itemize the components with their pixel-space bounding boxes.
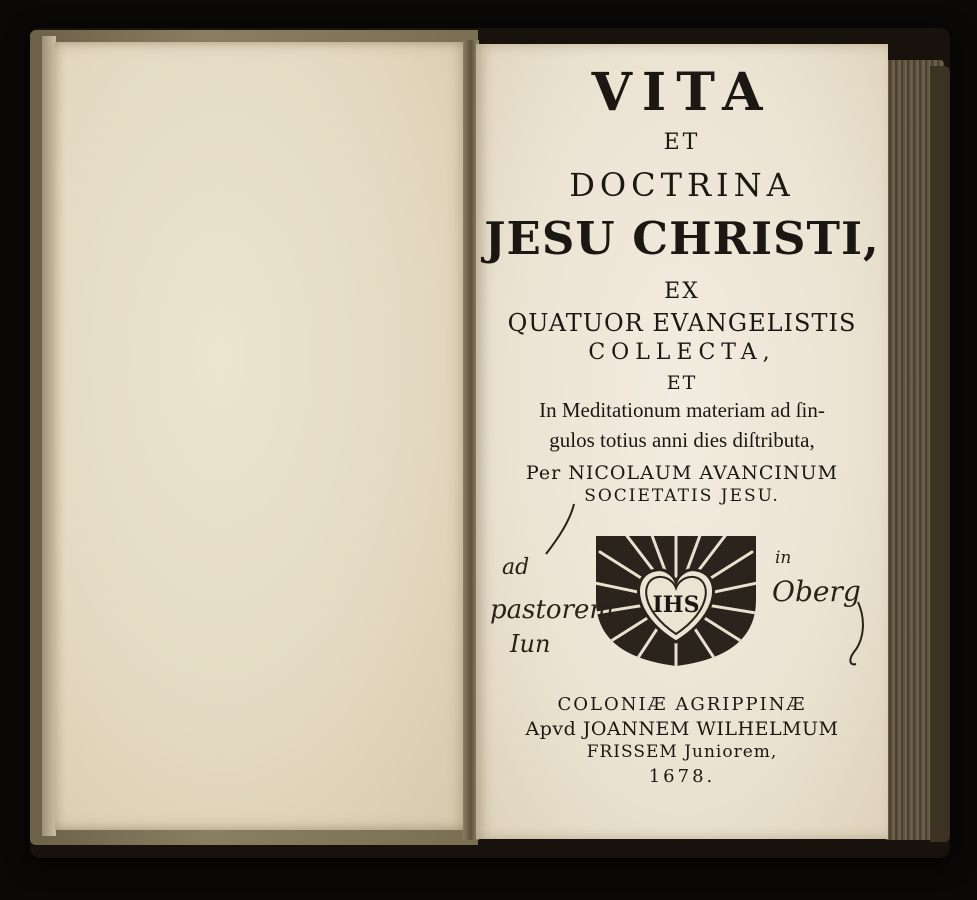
- handwriting-ad: ad: [502, 555, 530, 580]
- ihs-monogram: IHS: [652, 592, 700, 618]
- title-jesu-christi: JESU CHRISTI,: [484, 212, 880, 265]
- title-meditationum-line-2: gulos totius anni dies diſtributa,: [549, 428, 815, 452]
- left-page-edge: [42, 36, 56, 836]
- imprint-printer: Apvd JOANNEM WILHELMUM: [525, 718, 839, 740]
- title-vita: VITA: [591, 62, 773, 123]
- right-cover-board: [930, 66, 950, 842]
- imprint-year: 1678.: [648, 766, 716, 787]
- title-quatuor-evangelistis: QUATUOR EVANGELISTIS: [507, 309, 857, 337]
- ink-tail: [840, 600, 870, 670]
- handwriting-iun: Iun: [510, 630, 551, 658]
- imprint-place: COLONIÆ AGRIPPINÆ: [557, 694, 807, 715]
- handwriting-oberg: Oberg: [772, 575, 861, 608]
- title-meditationum-line-1: In Meditationum materiam ad ſin-: [539, 398, 825, 422]
- handwriting-in: in: [775, 548, 792, 568]
- author-line: Per NICOLAUM AVANCINUM: [525, 462, 839, 484]
- title-doctrina: DOCTRINA: [569, 166, 795, 204]
- ihs-sunburst-emblem: [590, 530, 762, 670]
- author-order: SOCIETATIS JESU.: [584, 486, 780, 506]
- ink-flourish: [540, 500, 580, 560]
- title-ex: EX: [664, 279, 700, 304]
- title-et-second: ET: [666, 372, 698, 394]
- title-et: ET: [663, 130, 701, 155]
- blank-left-page: [55, 42, 468, 830]
- imprint-printer-name: FRISSEM Juniorem,: [586, 742, 778, 762]
- title-collecta: COLLECTA,: [588, 340, 776, 365]
- handwriting-pastorem: pastorem: [490, 595, 615, 625]
